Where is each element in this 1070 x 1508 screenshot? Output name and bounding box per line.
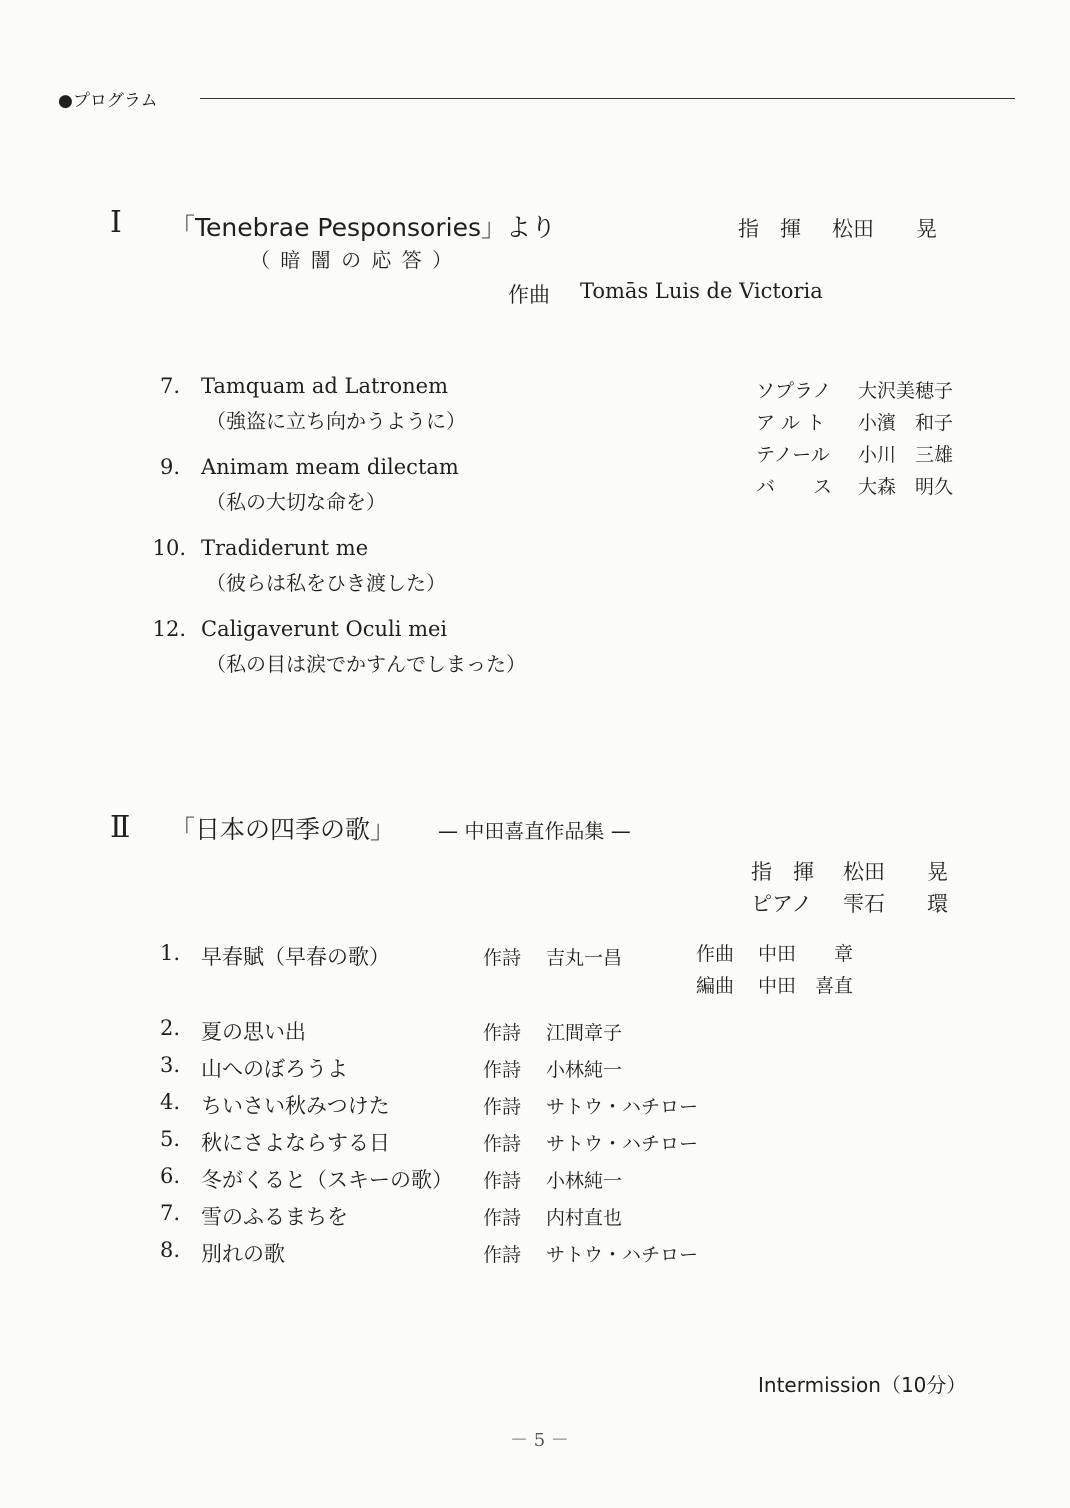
section2-subtitle: — 中田喜直作品集 —	[438, 819, 631, 843]
section1-composer-role: 作曲	[508, 283, 550, 307]
s1-piece-num: 7.	[159, 374, 180, 398]
soloist-name: 小濱 和子	[858, 412, 954, 434]
intermission-note: Intermission（10分）	[758, 1373, 967, 1397]
header-divider	[200, 98, 1015, 99]
section1-conductor-name: 松田 晃	[832, 217, 937, 241]
section2-numeral: Ⅱ	[110, 810, 131, 845]
s2-piece-title: 夏の思い出	[201, 1020, 306, 1044]
section1-subtitle: （ 暗 闇 の 応 答 ）	[250, 248, 455, 272]
s2-lyric-label: 作詩	[483, 1059, 522, 1081]
section2-pianist-role: ピアノ	[751, 892, 813, 916]
header-label: ●プログラム	[58, 91, 158, 111]
s2-piece-num: 2.	[159, 1016, 180, 1040]
s1-piece-subtitle: （強盗に立ち向かうように）	[206, 409, 466, 433]
s1-piece-title: Caligaverunt Oculi mei	[201, 617, 448, 641]
soloist-part: ソプラノ	[756, 380, 832, 402]
s1-piece-subtitle: （私の大切な命を）	[206, 490, 386, 514]
s1-piece-num: 9.	[159, 455, 180, 479]
s1-piece-num: 12.	[152, 617, 186, 641]
s2-lyricist: サトウ・ハチロー	[546, 1133, 699, 1155]
s2-lyricist: 小林純一	[546, 1170, 623, 1192]
section1-title: 「Tenebrae Pesponsories」より	[170, 213, 556, 242]
soloist-part: テノール	[756, 444, 830, 466]
soloist-part: ア ル ト	[756, 412, 826, 434]
s2-lyricist: 江間章子	[546, 1022, 623, 1044]
s2-piece-title: 早春賦（早春の歌）	[201, 945, 390, 969]
s2-piece-title: 別れの歌	[201, 1242, 285, 1266]
s2-piece-title: 秋にさよならする日	[201, 1131, 390, 1155]
page-number: － 5 －	[510, 1430, 569, 1451]
s2-lyric-label: 作詩	[483, 1133, 522, 1155]
s1-piece-title: Tamquam ad Latronem	[201, 374, 448, 398]
soloist-part: バ ス	[756, 476, 833, 498]
s1-piece-title: Tradiderunt me	[201, 536, 369, 560]
s1-piece-num: 10.	[152, 536, 186, 560]
s2-lyricist: サトウ・ハチロー	[546, 1096, 699, 1118]
s2-lyric-label: 作詩	[483, 1022, 522, 1044]
s2-piece-num: 4.	[159, 1090, 180, 1114]
s2-lyric-label: 作詩	[483, 1170, 522, 1192]
s2-lyric-label: 作詩	[483, 947, 522, 969]
s1-piece-subtitle: （私の目は涙でかすんでしまった）	[206, 652, 526, 676]
section1-conductor-role: 指 揮	[738, 217, 801, 241]
s1-piece-title: Animam meam dilectam	[201, 455, 459, 479]
s2-lyricist: 小林純一	[546, 1059, 623, 1081]
s2-composer-label: 作曲	[696, 943, 735, 965]
s2-piece-num: 3.	[159, 1053, 180, 1077]
section2-title: 「日本の四季の歌」	[170, 815, 396, 844]
section2-pianist-name: 雫石 環	[843, 892, 948, 916]
soloist-name: 大森 明久	[858, 476, 954, 498]
s2-piece-title: 雪のふるまちを	[201, 1205, 348, 1229]
s2-piece-num: 6.	[159, 1164, 180, 1188]
s2-piece-num: 8.	[159, 1238, 180, 1262]
s2-piece-title: 冬がくると（スキーの歌）	[201, 1168, 453, 1192]
s2-lyric-label: 作詩	[483, 1096, 522, 1118]
s2-arranger-label: 編曲	[696, 975, 735, 997]
section1-numeral: Ⅰ	[110, 205, 122, 240]
s2-lyricist: サトウ・ハチロー	[546, 1244, 699, 1266]
section1-composer-name: Tomās Luis de Victoria	[580, 279, 823, 303]
s2-piece-title: 山へのぼろうよ	[201, 1057, 348, 1081]
section2-conductor-name: 松田 晃	[843, 860, 948, 884]
soloist-name: 大沢美穂子	[858, 380, 954, 402]
section2-conductor-role: 指 揮	[751, 860, 814, 884]
s2-arranger: 中田 喜直	[758, 975, 854, 997]
s2-piece-num: 1.	[159, 941, 180, 965]
s2-lyricist: 吉丸一昌	[546, 947, 623, 969]
s1-piece-subtitle: （彼らは私をひき渡した）	[206, 571, 446, 595]
s2-lyric-label: 作詩	[483, 1244, 522, 1266]
s2-lyric-label: 作詩	[483, 1207, 522, 1229]
s2-piece-title: ちいさい秋みつけた	[201, 1094, 390, 1118]
s2-lyricist: 内村直也	[546, 1207, 623, 1229]
s2-piece-num: 5.	[159, 1127, 180, 1151]
s2-composer: 中田 章	[758, 943, 854, 965]
soloist-name: 小川 三雄	[858, 444, 954, 466]
s2-piece-num: 7.	[159, 1201, 180, 1225]
